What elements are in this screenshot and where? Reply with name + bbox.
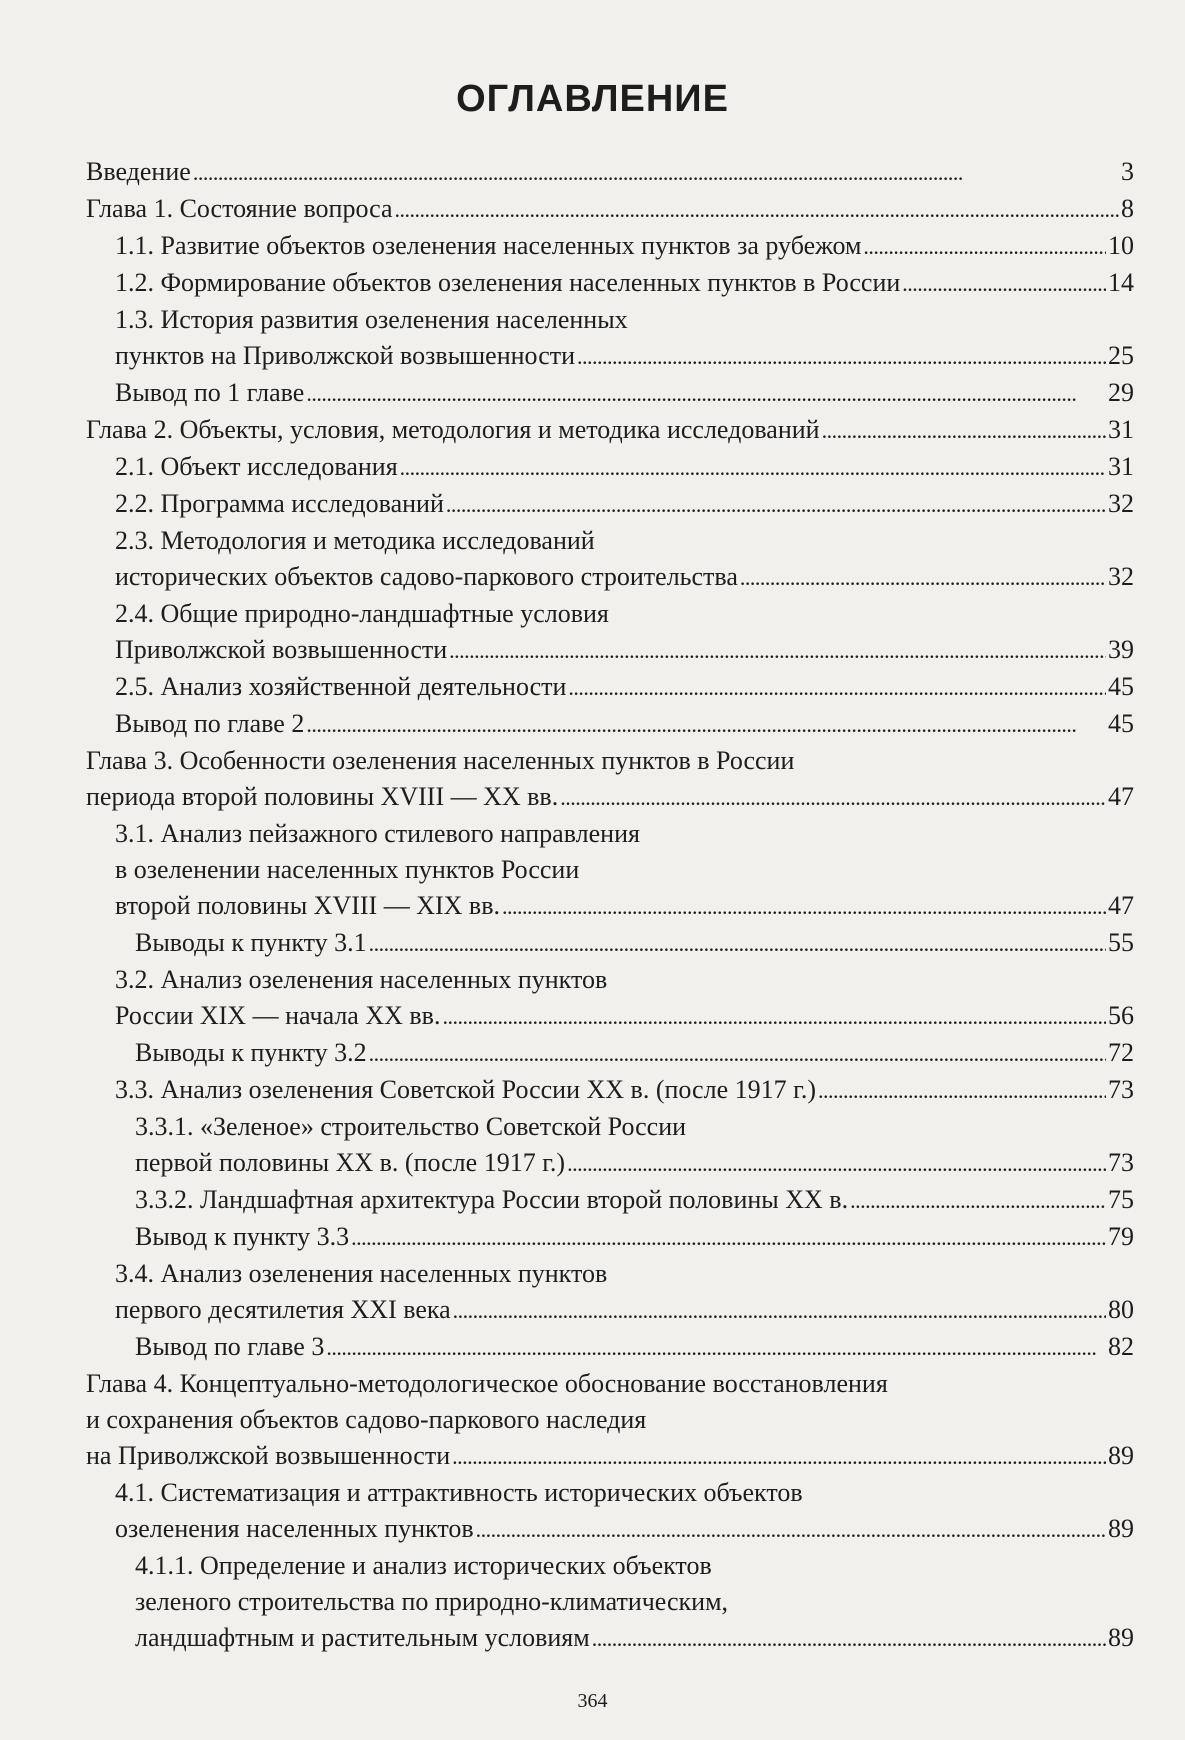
toc-page-number: 47 xyxy=(1108,782,1134,811)
dot-leader xyxy=(567,1145,1106,1182)
toc-entry-line xyxy=(115,816,1134,852)
dot-leader xyxy=(452,1438,1106,1475)
toc-entry xyxy=(86,412,1134,449)
page-title: ОГЛАВЛЕНИЕ xyxy=(456,78,729,120)
toc-entry-last-line xyxy=(86,191,1134,228)
toc-entry-last-line xyxy=(115,559,1134,596)
toc-entry xyxy=(86,154,1134,191)
toc-page-number: 75 xyxy=(1108,1185,1134,1214)
toc-entry-last-line xyxy=(135,1182,1134,1219)
toc-page-number: 72 xyxy=(1108,1038,1134,1067)
toc-entry xyxy=(86,925,1134,962)
dot-leader xyxy=(449,632,1106,669)
toc-entry-last-line xyxy=(115,706,1134,743)
toc-entry xyxy=(86,1475,1134,1548)
dot-leader xyxy=(369,925,1106,962)
toc-entry xyxy=(86,228,1134,265)
toc-entry-last-line xyxy=(115,632,1134,669)
toc-page-number: 55 xyxy=(1108,928,1134,957)
dot-leader xyxy=(326,1329,1106,1366)
toc-entry xyxy=(86,669,1134,706)
toc-page-number: 89 xyxy=(1108,1623,1134,1652)
toc-page-number: 82 xyxy=(1108,1332,1134,1361)
toc-entry-text: 3.3.2. Ландшафтная архитектура России второй половины XX в. xyxy=(135,1185,849,1214)
toc-entry-line xyxy=(115,523,1134,559)
dot-leader xyxy=(850,1182,1106,1219)
toc-page-number: 31 xyxy=(1108,452,1134,481)
dot-leader xyxy=(568,669,1106,706)
toc-entry-text: 3.1. Анализ пейзажного стилевого направления xyxy=(115,819,640,848)
toc-entry-text: Глава 4. Концептуально-методологическое обоснование восстановления xyxy=(86,1369,888,1398)
toc-entry xyxy=(86,375,1134,412)
toc-entry xyxy=(86,486,1134,523)
toc-entry-text: второй половины XVIII — XIX вв. xyxy=(115,891,500,920)
toc-entry-line xyxy=(86,743,1134,779)
toc-entry-text: Вывод по главе 2 xyxy=(115,709,305,738)
toc-page-number: 10 xyxy=(1108,231,1134,260)
dot-leader xyxy=(577,338,1106,375)
toc-entry-text: в озеленении населенных пунктов России xyxy=(115,855,580,884)
toc-entry-last-line xyxy=(115,265,1134,302)
toc-entry xyxy=(86,1329,1134,1366)
toc-entry-text: первого десятилетия XXI века xyxy=(115,1295,451,1324)
toc-entry-last-line xyxy=(135,925,1134,962)
toc-entry xyxy=(86,523,1134,596)
toc-entry-text: 2.2. Программа исследований xyxy=(115,489,444,518)
toc-entry-last-line xyxy=(115,228,1134,265)
toc-page-number: 80 xyxy=(1108,1295,1134,1324)
toc-page-number: 25 xyxy=(1108,341,1134,370)
toc-entry-line xyxy=(135,1548,1134,1584)
toc-entry-text: 1.3. История развития озеленения населенных xyxy=(115,305,628,334)
toc-entry-text: 1.1. Развитие объектов озеленения населенных пунктов за рубежом xyxy=(115,231,862,260)
toc-entry-line xyxy=(115,962,1134,998)
toc-entry-text: 4.1.1. Определение и анализ исторических объектов xyxy=(135,1551,712,1580)
toc-entry xyxy=(86,1035,1134,1072)
dot-leader xyxy=(560,779,1106,816)
dot-leader xyxy=(453,1292,1106,1329)
toc-entry-text: Глава 1. Состояние вопроса xyxy=(86,194,393,223)
toc-entry-text: 3.4. Анализ озеленения населенных пунктов xyxy=(115,1259,608,1288)
toc-page-number: 45 xyxy=(1108,709,1134,738)
toc-entry-line xyxy=(115,1256,1134,1292)
toc-page-number: 31 xyxy=(1108,415,1134,444)
toc-entry-last-line xyxy=(115,888,1134,925)
toc-entry-text: Вывод по 1 главе xyxy=(115,378,305,407)
toc-entry-text: Вывод по главе 3 xyxy=(135,1332,325,1361)
toc-entry-text: озеленения населенных пунктов xyxy=(115,1514,474,1543)
toc-page-number: 89 xyxy=(1108,1514,1134,1543)
toc-entry-text: и сохранения объектов садово-паркового наследия xyxy=(86,1405,647,1434)
toc-entry xyxy=(86,706,1134,743)
toc-entry-last-line xyxy=(135,1035,1134,1072)
toc-page-number: 14 xyxy=(1108,268,1134,297)
toc-entry xyxy=(86,1256,1134,1329)
toc-entry-text: Введение xyxy=(86,157,191,186)
toc-entry-last-line xyxy=(115,486,1134,523)
toc-entry-last-line xyxy=(115,1511,1134,1548)
toc-entry-text: 1.2. Формирование объектов озеленения населенных пунктов в России xyxy=(115,268,901,297)
toc-entry-line xyxy=(135,1584,1134,1620)
toc-page-number: 73 xyxy=(1108,1148,1134,1177)
dot-leader xyxy=(369,1035,1106,1072)
toc-entry-last-line xyxy=(86,779,1134,816)
dot-leader xyxy=(400,449,1106,486)
dot-leader xyxy=(476,1511,1106,1548)
toc-entry-text: 3.3. Анализ озеленения Советской России XX в. (после 1917 г.) xyxy=(115,1075,816,1104)
toc-entry-text: 3.3.1. «Зеленое» строительство Советской России xyxy=(135,1112,687,1141)
dot-leader xyxy=(442,998,1106,1035)
toc-entry xyxy=(86,1109,1134,1182)
toc-page-number: 56 xyxy=(1108,1001,1134,1030)
toc-entry xyxy=(86,1182,1134,1219)
page-number: 364 xyxy=(577,1690,608,1712)
dot-leader xyxy=(822,412,1106,449)
dot-leader xyxy=(395,191,1119,228)
toc-page-number: 32 xyxy=(1108,489,1134,518)
toc-entry-last-line xyxy=(115,375,1134,412)
toc-entry xyxy=(86,743,1134,816)
toc-entry xyxy=(86,816,1134,925)
toc-page-number: 45 xyxy=(1108,672,1134,701)
toc-entry-line xyxy=(115,852,1134,888)
toc-entry xyxy=(86,191,1134,228)
toc-entry-text: первой половины XX в. (после 1917 г.) xyxy=(135,1148,566,1177)
toc-entry xyxy=(86,302,1134,375)
toc-entry-last-line xyxy=(135,1219,1134,1256)
dot-leader xyxy=(818,1072,1106,1109)
toc-entry-text: пунктов на Приволжской возвышенности xyxy=(115,341,576,370)
toc-entry-text: 2.4. Общие природно-ландшафтные условия xyxy=(115,599,609,628)
toc-entry xyxy=(86,962,1134,1035)
toc-entry-text: 2.3. Методология и методика исследований xyxy=(115,526,595,555)
toc-page-number: 89 xyxy=(1108,1441,1134,1470)
toc-entry-line xyxy=(115,302,1134,338)
toc-entry-text: 4.1. Систематизация и аттрактивность исторических объектов xyxy=(115,1478,803,1507)
toc-entry-text: Выводы к пункту 3.1 xyxy=(135,928,367,957)
toc-entry-line xyxy=(115,596,1134,632)
toc-entry-text: Глава 2. Объекты, условия, методология и методика исследований xyxy=(86,415,820,444)
toc-entry-text: 2.5. Анализ хозяйственной деятельности xyxy=(115,672,567,701)
toc-entry-last-line xyxy=(115,669,1134,706)
toc-entry-last-line xyxy=(115,449,1134,486)
dot-leader xyxy=(306,375,1106,412)
toc-entry-last-line xyxy=(135,1145,1134,1182)
toc-entry-last-line xyxy=(86,412,1134,449)
toc-entry-text: на Приволжской возвышенности xyxy=(86,1441,451,1470)
toc-entry xyxy=(86,1548,1134,1657)
toc-entry-last-line xyxy=(115,1292,1134,1329)
toc-entry-text: России XIX — начала XX вв. xyxy=(115,1001,441,1030)
toc-page-number: 32 xyxy=(1108,562,1134,591)
dot-leader xyxy=(902,265,1106,302)
toc-entry-text: Глава 3. Особенности озеленения населенных пунктов в России xyxy=(86,746,795,775)
toc-entry-text: Вывод к пункту 3.3 xyxy=(135,1222,350,1251)
toc-entry xyxy=(86,1219,1134,1256)
toc-entry-text: периода второй половины XVIII — XX вв. xyxy=(86,782,559,811)
toc-page-number: 29 xyxy=(1108,378,1134,407)
toc-entry-last-line xyxy=(135,1620,1134,1657)
toc-entry xyxy=(86,1072,1134,1109)
toc-entry xyxy=(86,596,1134,669)
toc-entry xyxy=(86,265,1134,302)
dot-leader xyxy=(502,888,1106,925)
toc-entry-line xyxy=(86,1366,1134,1402)
dot-leader xyxy=(446,486,1106,523)
dot-leader xyxy=(306,706,1106,743)
toc-page-number: 47 xyxy=(1108,891,1134,920)
toc-entry-text: ландшафтным и растительным условиям xyxy=(135,1623,590,1652)
toc-entry-line xyxy=(135,1109,1134,1145)
toc-entry xyxy=(86,449,1134,486)
toc-entry-text: Выводы к пункту 3.2 xyxy=(135,1038,367,1067)
dot-leader xyxy=(863,228,1106,265)
toc-entry-text: зеленого строительства по природно-климатическим, xyxy=(135,1587,729,1616)
toc-entry-text: 3.2. Анализ озеленения населенных пунктов xyxy=(115,965,608,994)
toc-entry-text: 2.1. Объект исследования xyxy=(115,452,398,481)
toc-entry-last-line xyxy=(115,998,1134,1035)
toc-entry xyxy=(86,1366,1134,1475)
toc-entry-text: исторических объектов садово-паркового строительства xyxy=(115,562,738,591)
toc-page-number: 79 xyxy=(1108,1222,1134,1251)
dot-leader xyxy=(740,559,1106,596)
dot-leader xyxy=(351,1219,1106,1256)
toc-entry-line xyxy=(86,1402,1134,1438)
toc-entry-text: Приволжской возвышенности xyxy=(115,635,448,664)
toc-entry-last-line xyxy=(86,1438,1134,1475)
toc-page-number: 73 xyxy=(1108,1075,1134,1104)
dot-leader xyxy=(193,154,1119,191)
toc-entry-last-line xyxy=(135,1329,1134,1366)
toc-entry-last-line xyxy=(86,154,1134,191)
toc-entry-line xyxy=(115,1475,1134,1511)
toc-entry-last-line xyxy=(115,338,1134,375)
toc-page-number: 8 xyxy=(1121,194,1134,223)
toc-entry-last-line xyxy=(115,1072,1134,1109)
dot-leader xyxy=(592,1620,1106,1657)
table-of-contents xyxy=(86,154,1134,1657)
toc-page-number: 3 xyxy=(1121,157,1134,186)
toc-page-number: 39 xyxy=(1108,635,1134,664)
